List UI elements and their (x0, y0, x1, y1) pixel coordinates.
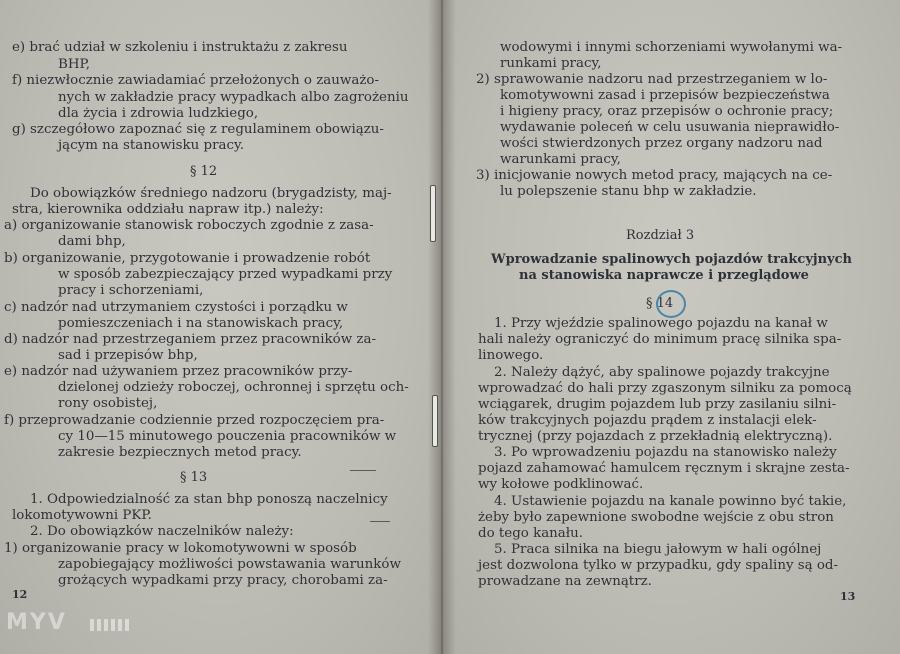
text-line: dla życia i zdrowia ludzkiego, (58, 106, 259, 121)
chapter-title: na stanowiska naprawcze i przeglądowe (519, 268, 809, 283)
text-line: 4. Ustawienie pojazdu na kanale powinno być takie, (494, 494, 847, 509)
pencil-mark (350, 470, 376, 471)
text-line: cy 10—15 minutowego pouczenia pracowników w (58, 429, 397, 444)
right-page (441, 0, 900, 654)
staple-bottom (432, 395, 438, 447)
watermark-dots (90, 619, 130, 631)
page-number: 12 (12, 588, 28, 601)
section-heading: § 13 (180, 470, 208, 485)
section-heading: § 12 (190, 164, 218, 179)
book-gutter (428, 0, 456, 654)
text-line: 1) organizowanie pracy w lokomotywowni w sposób (4, 541, 357, 556)
text-line: dzielonej odzieży roboczej, ochronnej i sprzętu och- (58, 380, 409, 395)
text-line: grożących wypadkami przy pracy, chorobami za- (58, 573, 388, 588)
text-line: d) nadzór nad przestrzeganiem przez pracowników za- (4, 332, 376, 347)
text-line: c) nadzór nad utrzymaniem czystości i porządku w (4, 300, 348, 315)
chapter-title: Wprowadzanie spalinowych pojazdów trakcyjnych (491, 252, 852, 267)
text-line: 2. Należy dążyć, aby spalinowe pojazdy trakcyjne (494, 365, 830, 380)
staple-top (430, 185, 436, 242)
text-line: nych w zakładzie pracy wypadkach albo zagrożeniu (58, 90, 409, 105)
text-line: g) szczegółowo zapoznać się z regulaminem obowiązu- (12, 122, 384, 137)
text-line: zakresie bezpiecznych metod pracy. (58, 445, 302, 460)
text-line: dami bhp, (58, 234, 126, 249)
text-line: pracy i schorzeniami, (58, 283, 204, 298)
left-page (0, 0, 441, 654)
text-line: stra, kierownika oddziału napraw itp.) należy: (12, 202, 324, 217)
text-line: wydawanie poleceń w celu usuwania nieprawidło- (500, 120, 840, 135)
text-line: do tego kanału. (478, 526, 584, 541)
text-line: warunkami pracy, (500, 152, 621, 167)
text-line: f) przeprowadzanie codziennie przed rozpoczęciem pra- (4, 413, 385, 428)
text-line: 3. Po wprowadzeniu pojazdu na stanowisko należy (494, 445, 837, 460)
watermark-logo: MYV (6, 610, 67, 635)
text-line: BHP, (58, 57, 91, 72)
text-line: wodowymi i innymi schorzeniami wywołanymi wa- (500, 40, 843, 55)
text-line: e) brać udział w szkoleniu i instruktażu z zakresu (12, 40, 348, 55)
section-heading: § 14 (646, 296, 674, 311)
text-line: komotywowni zasad i przepisów bezpieczeństwa (500, 88, 830, 103)
text-line: jącym na stanowisku pracy. (58, 138, 245, 153)
text-line: zapobiegający możliwości powstawania warunków (58, 557, 401, 572)
text-line: 1. Odpowiedzialność za stan bhp ponoszą naczelnicy (30, 492, 388, 507)
chapter-heading: Rozdział 3 (626, 228, 695, 243)
text-line: Do obowiązków średniego nadzoru (brygadzisty, maj- (30, 186, 392, 201)
text-line: wy kołowe podklinować. (478, 477, 644, 492)
text-line: lu polepszenie stanu bhp w zakładzie. (500, 184, 757, 199)
text-line: lokomotywowni PKP. (12, 508, 152, 523)
text-line: f) niezwłocznie zawiadamiać przełożonych o zauważo- (12, 73, 379, 88)
text-line: hali należy ograniczyć do minimum pracę silnika spa- (478, 332, 842, 347)
text-line: w sposób zabezpieczający przed wypadkami przy (58, 267, 393, 282)
text-line: pomieszczeniach i na stanowiskach pracy, (58, 316, 344, 331)
text-line: 2. Do obowiązków naczelników należy: (30, 524, 294, 539)
text-line: e) nadzór nad używaniem przez pracowników przy- (4, 364, 353, 379)
text-line: 2) sprawowanie nadzoru nad przestrzeganiem w lo- (476, 72, 828, 87)
pencil-mark (370, 521, 390, 522)
text-line: i higieny pracy, oraz przepisów o ochronie pracy; (500, 104, 834, 119)
text-line: wciągarek, drugim pojazdem lub przy zasilaniu silni- (478, 397, 837, 412)
page-number: 13 (840, 590, 856, 603)
text-line: linowego. (478, 348, 544, 363)
text-line: prowadzane na zewnątrz. (478, 574, 652, 589)
text-line: 3) inicjowanie nowych metod pracy, mających na ce- (476, 168, 833, 183)
text-line: wprowadzać do hali przy zgaszonym silniku za pomocą (478, 381, 852, 396)
text-line: żeby było zapewnione swobodne wejście z obu stron (478, 510, 834, 525)
text-line: runkami pracy, (500, 56, 602, 71)
text-line: pojazd zahamować hamulcem ręcznym i skrajne zesta- (478, 461, 850, 476)
text-line: 1. Przy wjeździe spalinowego pojazdu na kanał w (494, 316, 828, 331)
text-line: b) organizowanie, przygotowanie i prowadzenie robót (4, 251, 371, 266)
text-line: 5. Praca silnika na biegu jałowym w hali ogólnej (494, 542, 822, 557)
ink-circle (656, 290, 686, 318)
text-line: rony osobistej, (58, 396, 158, 411)
text-line: trycznej (przy pojazdach z przekładnią elektryczną). (478, 429, 833, 444)
text-line: jest dozwolona tylko w przypadku, gdy spaliny są od- (478, 558, 839, 573)
text-line: sad i przepisów bhp, (58, 348, 198, 363)
text-line: wości stwierdzonych przez organy nadzoru nad (500, 136, 823, 151)
text-line: ków trakcyjnych pojazdu prądem z instalacji elek- (478, 413, 817, 428)
text-line: a) organizowanie stanowisk roboczych zgodnie z zasa- (4, 218, 374, 233)
